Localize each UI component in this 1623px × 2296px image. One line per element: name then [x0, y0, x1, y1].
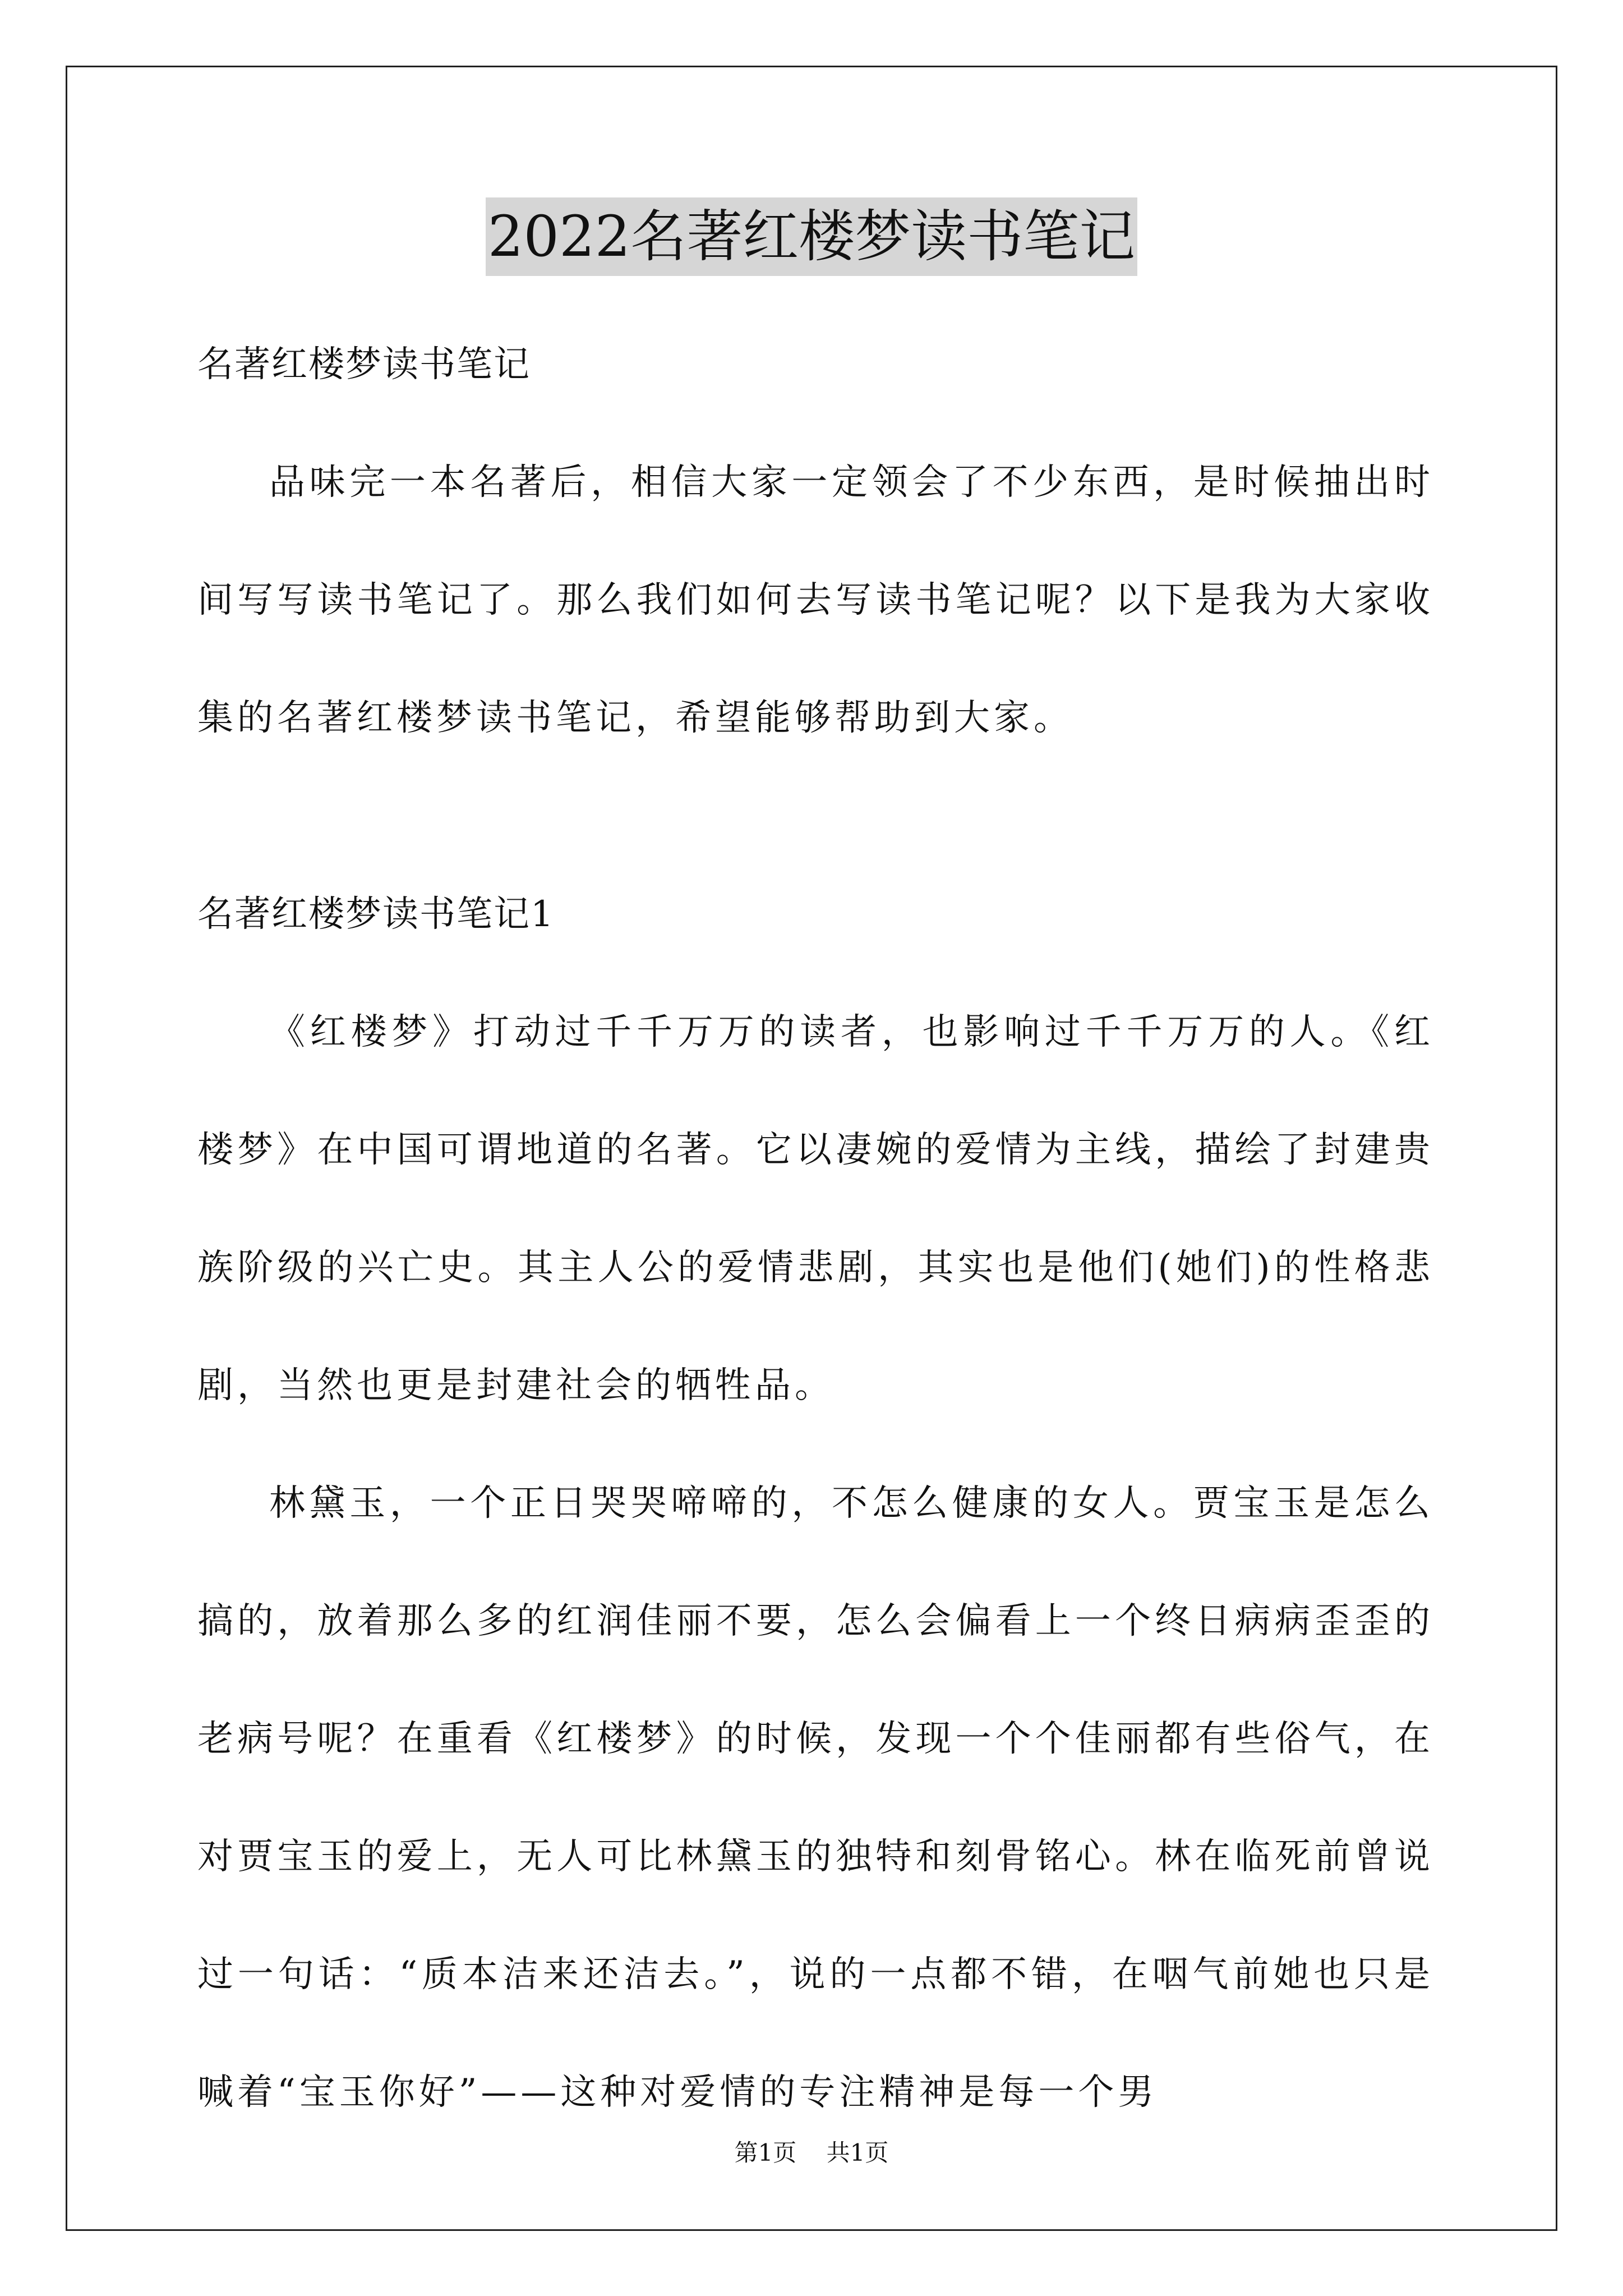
title-container	[0, 197, 1623, 276]
document-subtitle: 名著红楼梦读书笔记	[197, 344, 531, 385]
section-heading: 名著红楼梦读书笔记1	[197, 894, 555, 935]
body-paragraph-2: 林黛玉，一个正日哭哭啼啼的，不怎么健康的女人。贾宝玉是怎么搞的，放着那么多的红润佳丽不要，怎么会偏看上一个终日病病歪歪的老病号呢？在重看《红楼梦》的时候，发现一个个佳丽都有些俗气，在对贾宝玉的爱上，无人可比林黛玉的独特和刻骨铭心。林在临死前曾说过一句话：“质本洁来还洁去。”，说的一点都不错，在咽气前她也只是喊着“宝玉你好”——这种对爱情的专注精神是每一个男	[197, 1483, 1434, 2113]
page-footer	[0, 2136, 1623, 2170]
intro-paragraph: 品味完一本名著后，相信大家一定领会了不少东西，是时候抽出时间写写读书笔记了。那么我们如何去写读书笔记呢？以下是我为大家收集的名著红楼梦读书笔记，希望能够帮助到大家。	[197, 462, 1434, 739]
page-total: 共1页	[826, 2139, 889, 2166]
body-paragraph-1: 《红楼梦》打动过千千万万的读者，也影响过千千万万的人。《红楼梦》在中国可谓地道的名著。它以凄婉的爱情为主线，描绘了封建贵族阶级的兴亡史。其主人公的爱情悲剧，其实也是他们(她们)的性格悲剧，当然也更是封建社会的牺牲品。	[197, 1011, 1434, 1406]
document-title: 2022名著红楼梦读书笔记	[486, 197, 1138, 276]
section-spacer	[197, 777, 1434, 855]
page-number: 第1页	[734, 2139, 797, 2166]
document-body	[197, 306, 1434, 2151]
